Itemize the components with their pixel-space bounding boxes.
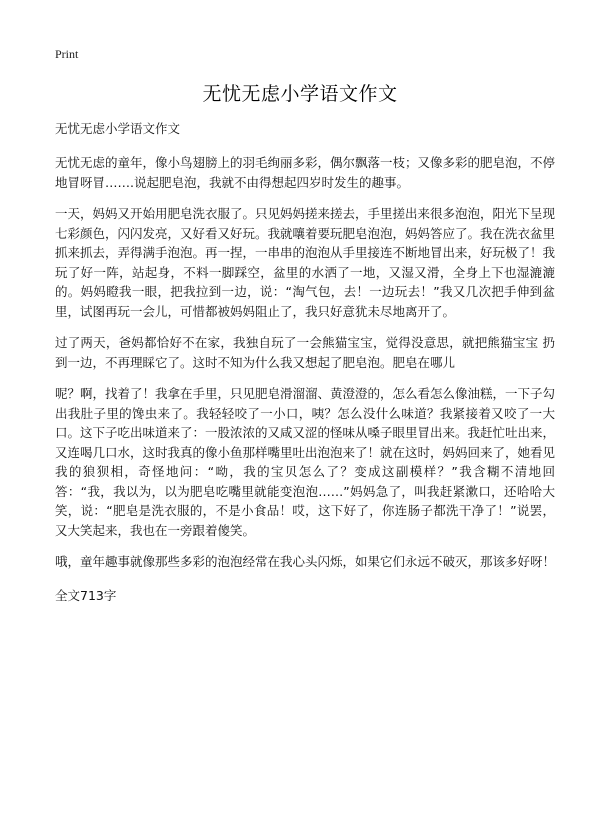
document-subtitle: 无忧无虑小学语文作文 xyxy=(55,121,181,136)
print-link[interactable]: Print xyxy=(55,47,79,61)
paragraph-5: 哦，童年趣事就像那些多彩的泡泡经常在我心头闪烁，如果它们永远不破灭，那该多好呀！ xyxy=(55,554,556,569)
word-count: 全文713字 xyxy=(55,587,117,603)
paragraph-4: 呢？啊，找着了！我拿在手里，只见肥皂滑溜溜、黄澄澄的，怎么看怎么像油糕，一下子勾出我肚子里的馋虫来了。我轻轻咬了一小口，咦？怎么没什么味道？我紧接着又咬了一大口。这下子吃出味道来了：一股浓浓的又咸又涩的怪味从嗓子眼里冒出来。我赶忙吐出来，又连喝几口水，这时我真的像小鱼那样嘴里吐出泡泡来了！就在这时，妈妈回来了，她看见我的狼狈相，奇怪地问：“呦，我的宝贝怎么了？变成这副模样？”我含糊不清地回答：“我，我以为，以为肥皂吃嘴里就能变泡泡……”妈妈急了，叫我赶紧漱口，还哈哈大笑，说：“肥皂是洗衣服的，不是小食品！哎，这下好了，你连肠子都洗干净了！”说罢，又大笑起来，我也在一旁跟着傻笑。 xyxy=(55,386,556,538)
paragraph-1: 无忧无虑的童年，像小鸟翅膀上的羽毛绚丽多彩，偶尔飘落一枝；又像多彩的肥皂泡，不停地冒呀冒…….说起肥皂泡，我就不由得想起四岁时发生的趣事。 xyxy=(55,155,556,190)
paragraph-2: 一天，妈妈又开始用肥皂洗衣服了。只见妈妈搓来搓去，手里搓出来很多泡泡，阳光下呈现七彩颜色，闪闪发亮，又好看又好玩。我就嚷着要玩肥皂泡泡，妈妈答应了。我在洗衣盆里抓来抓去，弄得满手泡泡。再一捏，一串串的泡泡从手里接连不断地冒出来，好玩极了！我玩了好一阵，站起身，不料一脚踩空，盆里的水洒了一地，又湿又滑，全身上下也湿漉漉的。妈妈瞪我一眼，把我拉到一边，说：“淘气包，去！一边玩去！”我又几次把手伸到盆里，试图再玩一会儿，可惜都被妈妈阻止了，我只好意犹未尽地离开了。 xyxy=(55,206,556,319)
document-body xyxy=(55,118,555,606)
paragraph-3: 过了两天，爸妈都恰好不在家，我独自玩了一会熊猫宝宝，觉得没意思，就把熊猫宝宝 扔到一边，不再理睬它了。这时不知为什么我又想起了肥皂泡。肥皂在哪儿 xyxy=(55,335,555,370)
document-title: 无忧无虑小学语文作文 xyxy=(202,83,398,105)
